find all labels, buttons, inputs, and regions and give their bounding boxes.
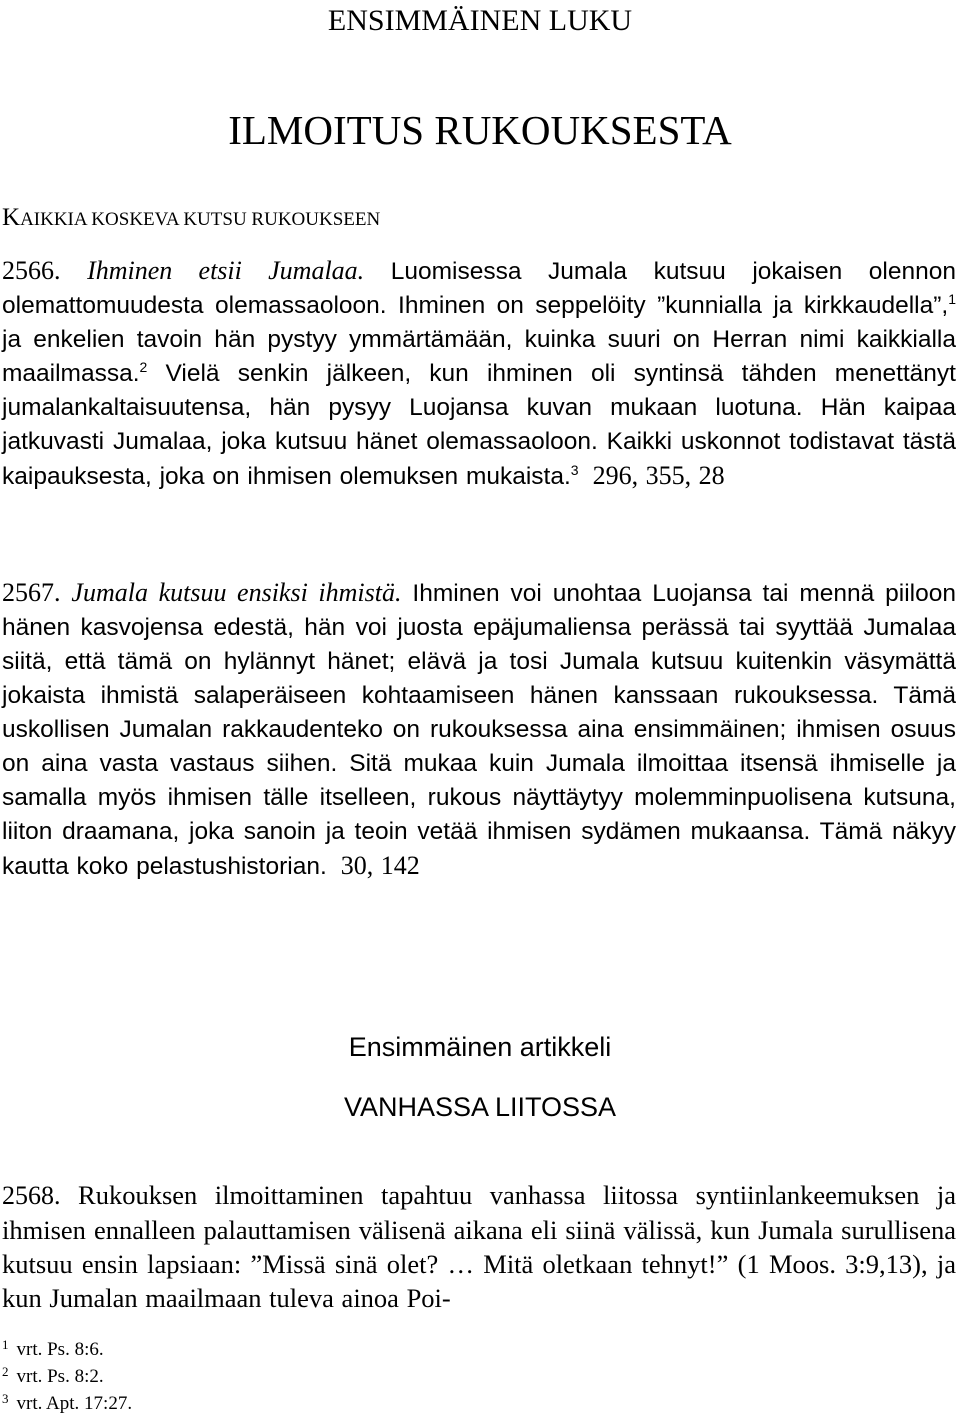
footnote xyxy=(2,1390,132,1417)
footnote-text: vrt. Ps. 8:6. xyxy=(16,1339,104,1360)
paragraph-2568 xyxy=(2,1178,956,1315)
paragraph-text: Luomisessa Jumala kutsuu jokaisen olennon olemattomuudesta olemassaoloon. Ihminen on seppelöity ”kunnialla ja kirkkaudella”, xyxy=(2,258,956,319)
cross-references: 296, 355, 28 xyxy=(592,461,725,490)
article-title: Ensimmäinen artikkeli xyxy=(348,1032,612,1062)
footnote-ref-2[interactable]: 2 xyxy=(139,359,148,375)
footnote xyxy=(2,1336,132,1363)
footnote-mark: 2 xyxy=(2,1364,9,1379)
paragraph-text: Rukouksen ilmoittaminen tapahtuu vanhassa liitossa syntiinlankeemuksen ja ihmisen ennalleen palauttamisen välisenä aikana eli siinä välissä, kun Jumala surullisena kutsuu ensin lapsiaan: ”Missä sinä olet? … Mitä oletkaan tehnyt!” (1 Moos. 3:9,13), ja kun Jumalan maailmaan tuleva ainoa Poi- xyxy=(2,1180,956,1313)
chapter-heading: ENSIMMÄINEN LUKU xyxy=(327,4,633,37)
section-initial: K xyxy=(2,204,21,231)
paragraph-number: 2568. xyxy=(2,1181,61,1210)
section-rest: AIKKIA KOSKEVA KUTSU RUKOUKSEEN xyxy=(20,209,381,230)
section-heading xyxy=(2,203,380,235)
footnote xyxy=(2,1363,132,1390)
paragraph-text: ja enkelien tavoin hän pystyy ymmärtämään, kuinka suuri on Herran nimi kaikkialla maailmassa. xyxy=(2,326,956,387)
footnote-text: vrt. Apt. 17:27. xyxy=(16,1393,133,1414)
page-title: ILMOITUS RUKOUKSESTA xyxy=(228,107,732,153)
footnote-text: vrt. Ps. 8:2. xyxy=(16,1366,104,1387)
paragraph-2566 xyxy=(2,254,956,494)
footnote-mark: 1 xyxy=(2,1337,9,1352)
paragraph-heading: Ihminen etsii Jumalaa. xyxy=(87,256,365,285)
footnote-ref-1[interactable]: 1 xyxy=(948,291,956,307)
paragraph-text: Ihminen voi unohtaa Luojansa tai mennä piiloon hänen kasvojensa edestä, hän voi juosta epäjumaliensa perässä tai syyttää Jumalaa siitä, että tämä on hylännyt hänet; elävä ja tosi Jumala kutsuu kuitenkin väsymättä jokaista ihmistä salaperäiseen kohtaamiseen hänen kanssaan rukouksessa. Tämä uskollisen Jumalan rakkaudenteko on rukouksessa aina ensimmäinen; ihmisen osuus on aina vasta vastaus siihen. Sitä mukaa kuin Jumala ilmoittaa itsensä ihmiselle ja samalla myös ihmisen tälle itselleen, rukous näyttäytyy molemminpuolisena kutsuna, liiton draamana, joka sanoin ja teoin vetää ihmisen sydämen mukaansa. Tämä näkyy kautta koko pelastushistorian. xyxy=(2,580,957,880)
paragraph-2567 xyxy=(2,576,956,884)
article-subtitle: VANHASSA LIITOSSA xyxy=(343,1092,617,1122)
footnotes xyxy=(2,1336,132,1417)
paragraph-number: 2566. xyxy=(2,256,61,285)
footnote-mark: 3 xyxy=(2,1391,9,1406)
footnote-ref-3[interactable]: 3 xyxy=(570,462,579,478)
cross-references: 30, 142 xyxy=(340,851,420,880)
paragraph-heading: Jumala kutsuu ensiksi ihmistä. xyxy=(71,578,402,607)
paragraph-number: 2567. xyxy=(2,578,61,607)
paragraph-text: Vielä senkin jälkeen, kun ihminen oli syntinsä tähden menettänyt jumalankaltaisuutensa, hän pysyy Luojansa kuvan mukaan luotuna. Hän kaipaa jatkuvasti Jumalaa, joka kutsuu hänet olemassaoloon. Kaikki uskonnot todistavat tästä kaipauksesta, joka on ihmisen olemuksen mukaista. xyxy=(2,360,956,490)
